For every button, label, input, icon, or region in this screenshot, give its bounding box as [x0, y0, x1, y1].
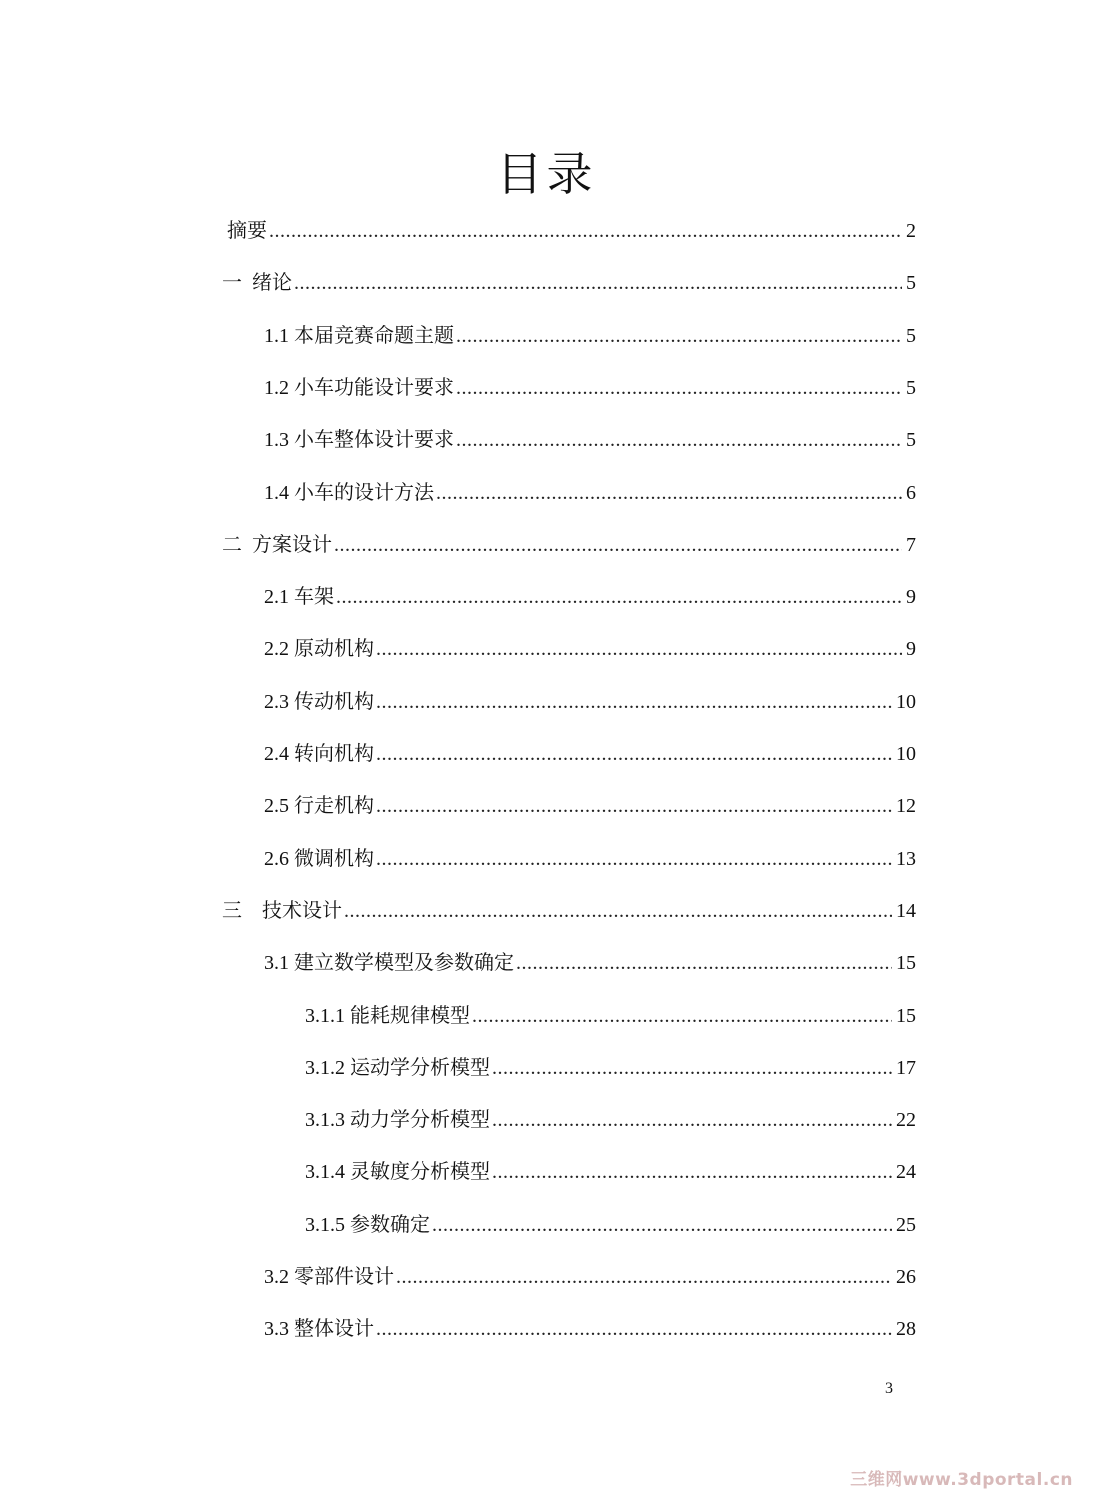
toc-leader-dots: [294, 268, 902, 298]
toc-entry-label: 1.3 小车整体设计要求: [264, 429, 454, 451]
toc-entry-label: 1.1 本届竞赛命题主题: [264, 325, 454, 347]
toc-entry-page: 5: [906, 272, 916, 294]
toc-entry[interactable]: [305, 1001, 916, 1031]
toc-entry-label: 一 绪论: [222, 272, 292, 294]
toc-leader-dots: [456, 321, 902, 351]
toc-entry-page: 5: [906, 377, 916, 399]
toc-leader-dots: [376, 791, 892, 821]
toc-entry-label: 1.2 小车功能设计要求: [264, 377, 454, 399]
toc-entry[interactable]: [264, 948, 916, 978]
toc-entry-page: 10: [896, 691, 916, 713]
toc-entry-page: 12: [896, 795, 916, 817]
toc-entry[interactable]: [264, 1314, 916, 1344]
toc-leader-dots: [344, 896, 892, 926]
toc-entry-label: 三 技术设计: [222, 900, 342, 922]
toc-entry-page: 9: [906, 586, 916, 608]
toc-entry-label: 3.1.5 参数确定: [305, 1214, 430, 1236]
toc-entry-label: 3.1 建立数学模型及参数确定: [264, 952, 514, 974]
toc-entry[interactable]: [264, 687, 916, 717]
toc-entry[interactable]: [264, 373, 916, 403]
toc-title: 目录: [496, 147, 597, 201]
toc-entry-page: 28: [896, 1318, 916, 1340]
toc-entry-page: 7: [906, 534, 916, 556]
toc-entry-page: 13: [896, 848, 916, 870]
toc-leader-dots: [516, 948, 892, 978]
toc-leader-dots: [432, 1210, 892, 1240]
toc-entry[interactable]: [222, 530, 916, 560]
toc-entry-label: 3.1.2 运动学分析模型: [305, 1057, 490, 1079]
toc-leader-dots: [492, 1105, 892, 1135]
toc-entry-page: 9: [906, 638, 916, 660]
toc-entry[interactable]: [264, 844, 916, 874]
toc-leader-dots: [456, 373, 902, 403]
toc-entry-label: 3.1.3 动力学分析模型: [305, 1109, 490, 1131]
toc-entry[interactable]: [264, 791, 916, 821]
toc-entry-page: 26: [896, 1266, 916, 1288]
toc-entry[interactable]: [264, 1262, 916, 1292]
page-number: 3: [885, 1380, 893, 1397]
watermark: 三维网www.3dportal.cn: [850, 1470, 1073, 1490]
toc-entry[interactable]: [222, 216, 916, 246]
toc-entry[interactable]: [222, 268, 916, 298]
toc-entry-label: 3.1.1 能耗规律模型: [305, 1005, 470, 1027]
toc-entry[interactable]: [222, 896, 916, 926]
toc-entry[interactable]: [264, 321, 916, 351]
toc-leader-dots: [376, 739, 892, 769]
toc-entry-page: 25: [896, 1214, 916, 1236]
toc-leader-dots: [492, 1053, 892, 1083]
toc-leader-dots: [334, 530, 902, 560]
toc-entry[interactable]: [264, 739, 916, 769]
toc-entry[interactable]: [264, 582, 916, 612]
toc-leader-dots: [269, 216, 902, 246]
toc-leader-dots: [472, 1001, 892, 1031]
toc-entry-label: 3.3 整体设计: [264, 1318, 374, 1340]
toc-entry-page: 6: [906, 482, 916, 504]
toc-entry[interactable]: [264, 634, 916, 664]
toc-entry-page: 15: [896, 1005, 916, 1027]
toc-entry-label: 2.4 转向机构: [264, 743, 374, 765]
toc-entry[interactable]: [305, 1053, 916, 1083]
toc-leader-dots: [396, 1262, 892, 1292]
toc-leader-dots: [376, 634, 902, 664]
toc-leader-dots: [376, 1314, 892, 1344]
toc-entry-label: 1.4 小车的设计方法: [264, 482, 434, 504]
toc-entry-label: 2.2 原动机构: [264, 638, 374, 660]
toc-entry-page: 14: [896, 900, 916, 922]
toc-entry-label: 2.5 行走机构: [264, 795, 374, 817]
toc-entry-page: 15: [896, 952, 916, 974]
toc-entry-page: 2: [906, 220, 916, 242]
toc-leader-dots: [492, 1157, 892, 1187]
toc-entry-label: 2.6 微调机构: [264, 848, 374, 870]
toc-entry[interactable]: [305, 1157, 916, 1187]
toc-entry-page: 10: [896, 743, 916, 765]
toc-entry-page: 5: [906, 429, 916, 451]
toc-entry-label: 2.3 传动机构: [264, 691, 374, 713]
toc-entry[interactable]: [305, 1210, 916, 1240]
toc-entry-label: 3.2 零部件设计: [264, 1266, 394, 1288]
toc-entry-label: 摘要: [222, 220, 267, 242]
toc-leader-dots: [456, 425, 902, 455]
toc-entry-label: 2.1 车架: [264, 586, 334, 608]
toc-entry-page: 17: [896, 1057, 916, 1079]
toc-entry-label: 3.1.4 灵敏度分析模型: [305, 1161, 490, 1183]
toc-leader-dots: [376, 844, 892, 874]
toc-leader-dots: [436, 478, 902, 508]
toc-entry-label: 二 方案设计: [222, 534, 332, 556]
toc-entry-page: 22: [896, 1109, 916, 1131]
toc-leader-dots: [336, 582, 902, 612]
toc-leader-dots: [376, 687, 892, 717]
toc-entry[interactable]: [305, 1105, 916, 1135]
toc-entry-page: 24: [896, 1161, 916, 1183]
toc-entry[interactable]: [264, 425, 916, 455]
toc-entry[interactable]: [264, 478, 916, 508]
toc-entry-page: 5: [906, 325, 916, 347]
